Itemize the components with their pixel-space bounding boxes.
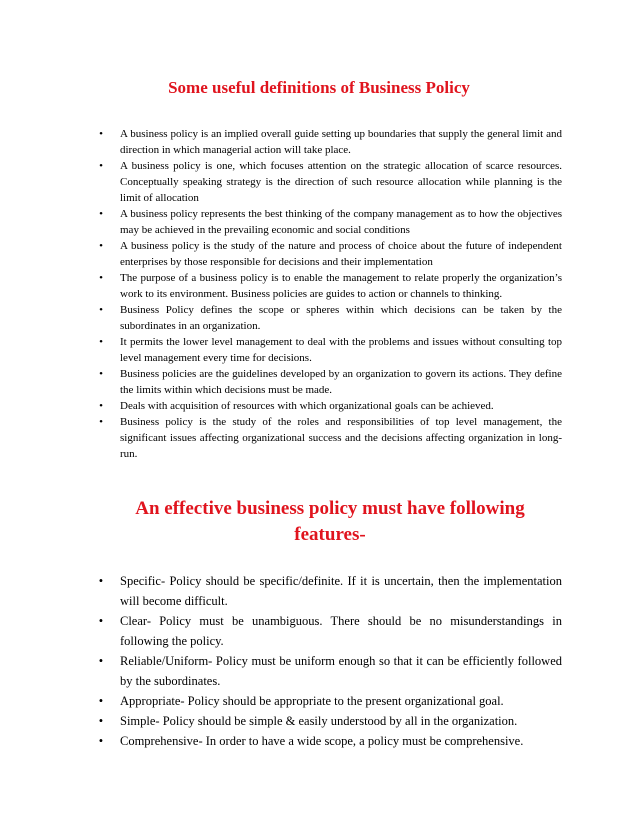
list-item-text: A business policy represents the best thinking of the company management as to how the objectives may be achieved in the prevailing economic and social conditions [120,208,562,236]
list-item-text: Business Policy defines the scope or spheres within which decisions can be taken by the subordinates in an organization. [120,304,562,332]
list-item [94,571,562,611]
definitions-list [94,126,562,462]
bullet-icon: • [98,614,104,628]
list-item [94,731,562,751]
bullet-icon: • [99,400,103,412]
list-item-text: A business policy is an implied overall guide setting up boundaries that supply the general limit and direction in which managerial action will take place. [120,128,562,156]
list-item [94,691,562,711]
bullet-icon: • [99,272,103,284]
list-item-text: Specific- Policy should be specific/definite. If it is uncertain, then the implementation will become difficult. [120,574,562,608]
list-item [94,611,562,651]
list-item [94,158,562,206]
bullet-icon: • [99,304,103,316]
list-item-text: A business policy is one, which focuses attention on the strategic allocation of scarce resources. Conceptually speaking strategy is the direction of such resource allocation while planning is the limit of allocation [120,160,562,204]
list-item [94,126,562,158]
bullet-icon: • [99,368,103,380]
list-item [94,206,562,238]
list-item-text: Clear- Policy must be unambiguous. There should be no misunderstandings in following the policy. [120,614,562,648]
list-item [94,398,562,414]
list-item [94,334,562,366]
list-item-text: Business policy is the study of the roles and responsibilities of top level management, the significant issues affecting organizational success and the decisions affecting organization in long-run. [120,416,562,460]
list-item [94,302,562,334]
list-item [94,414,562,462]
list-item-text: It permits the lower level management to deal with the problems and issues without consulting top level management every time for decisions. [120,336,562,364]
bullet-icon: • [99,416,103,428]
bullet-icon: • [99,336,103,348]
definitions-heading: Some useful definitions of Business Policy [168,78,470,97]
list-item-text: Reliable/Uniform- Policy must be uniform enough so that it can be efficiently followed by the subordinates. [120,654,562,688]
features-heading: An effective business policy must have following features- [135,498,525,545]
features-list [94,571,562,751]
bullet-icon: • [99,128,103,140]
bullet-icon: • [99,240,103,252]
list-item [94,238,562,270]
bullet-icon: • [98,734,104,748]
list-item-text: Comprehensive- In order to have a wide scope, a policy must be comprehensive. [120,734,524,748]
list-item-text: A business policy is the study of the nature and process of choice about the future of independent enterprises by those responsible for decisions and their implementation [120,240,562,268]
bullet-icon: • [99,160,103,172]
list-item-text: Business policies are the guidelines developed by an organization to govern its actions. They define the limits within which decisions must be made. [120,368,562,396]
list-item-text: Appropriate- Policy should be appropriate to the present organizational goal. [120,694,504,708]
list-item [94,270,562,302]
list-item-text: Simple- Policy should be simple & easily understood by all in the organization. [120,714,518,728]
list-item [94,366,562,398]
bullet-icon: • [98,574,104,588]
list-item [94,711,562,731]
list-item [94,651,562,691]
list-item-text: Deals with acquisition of resources with which organizational goals can be achieved. [120,400,494,412]
bullet-icon: • [98,714,104,728]
bullet-icon: • [99,208,103,220]
bullet-icon: • [98,694,104,708]
bullet-icon: • [98,654,104,668]
list-item-text: The purpose of a business policy is to enable the management to relate properly the organization’s work to its environment. Business policies are guides to action or channels to thinking. [120,272,562,300]
